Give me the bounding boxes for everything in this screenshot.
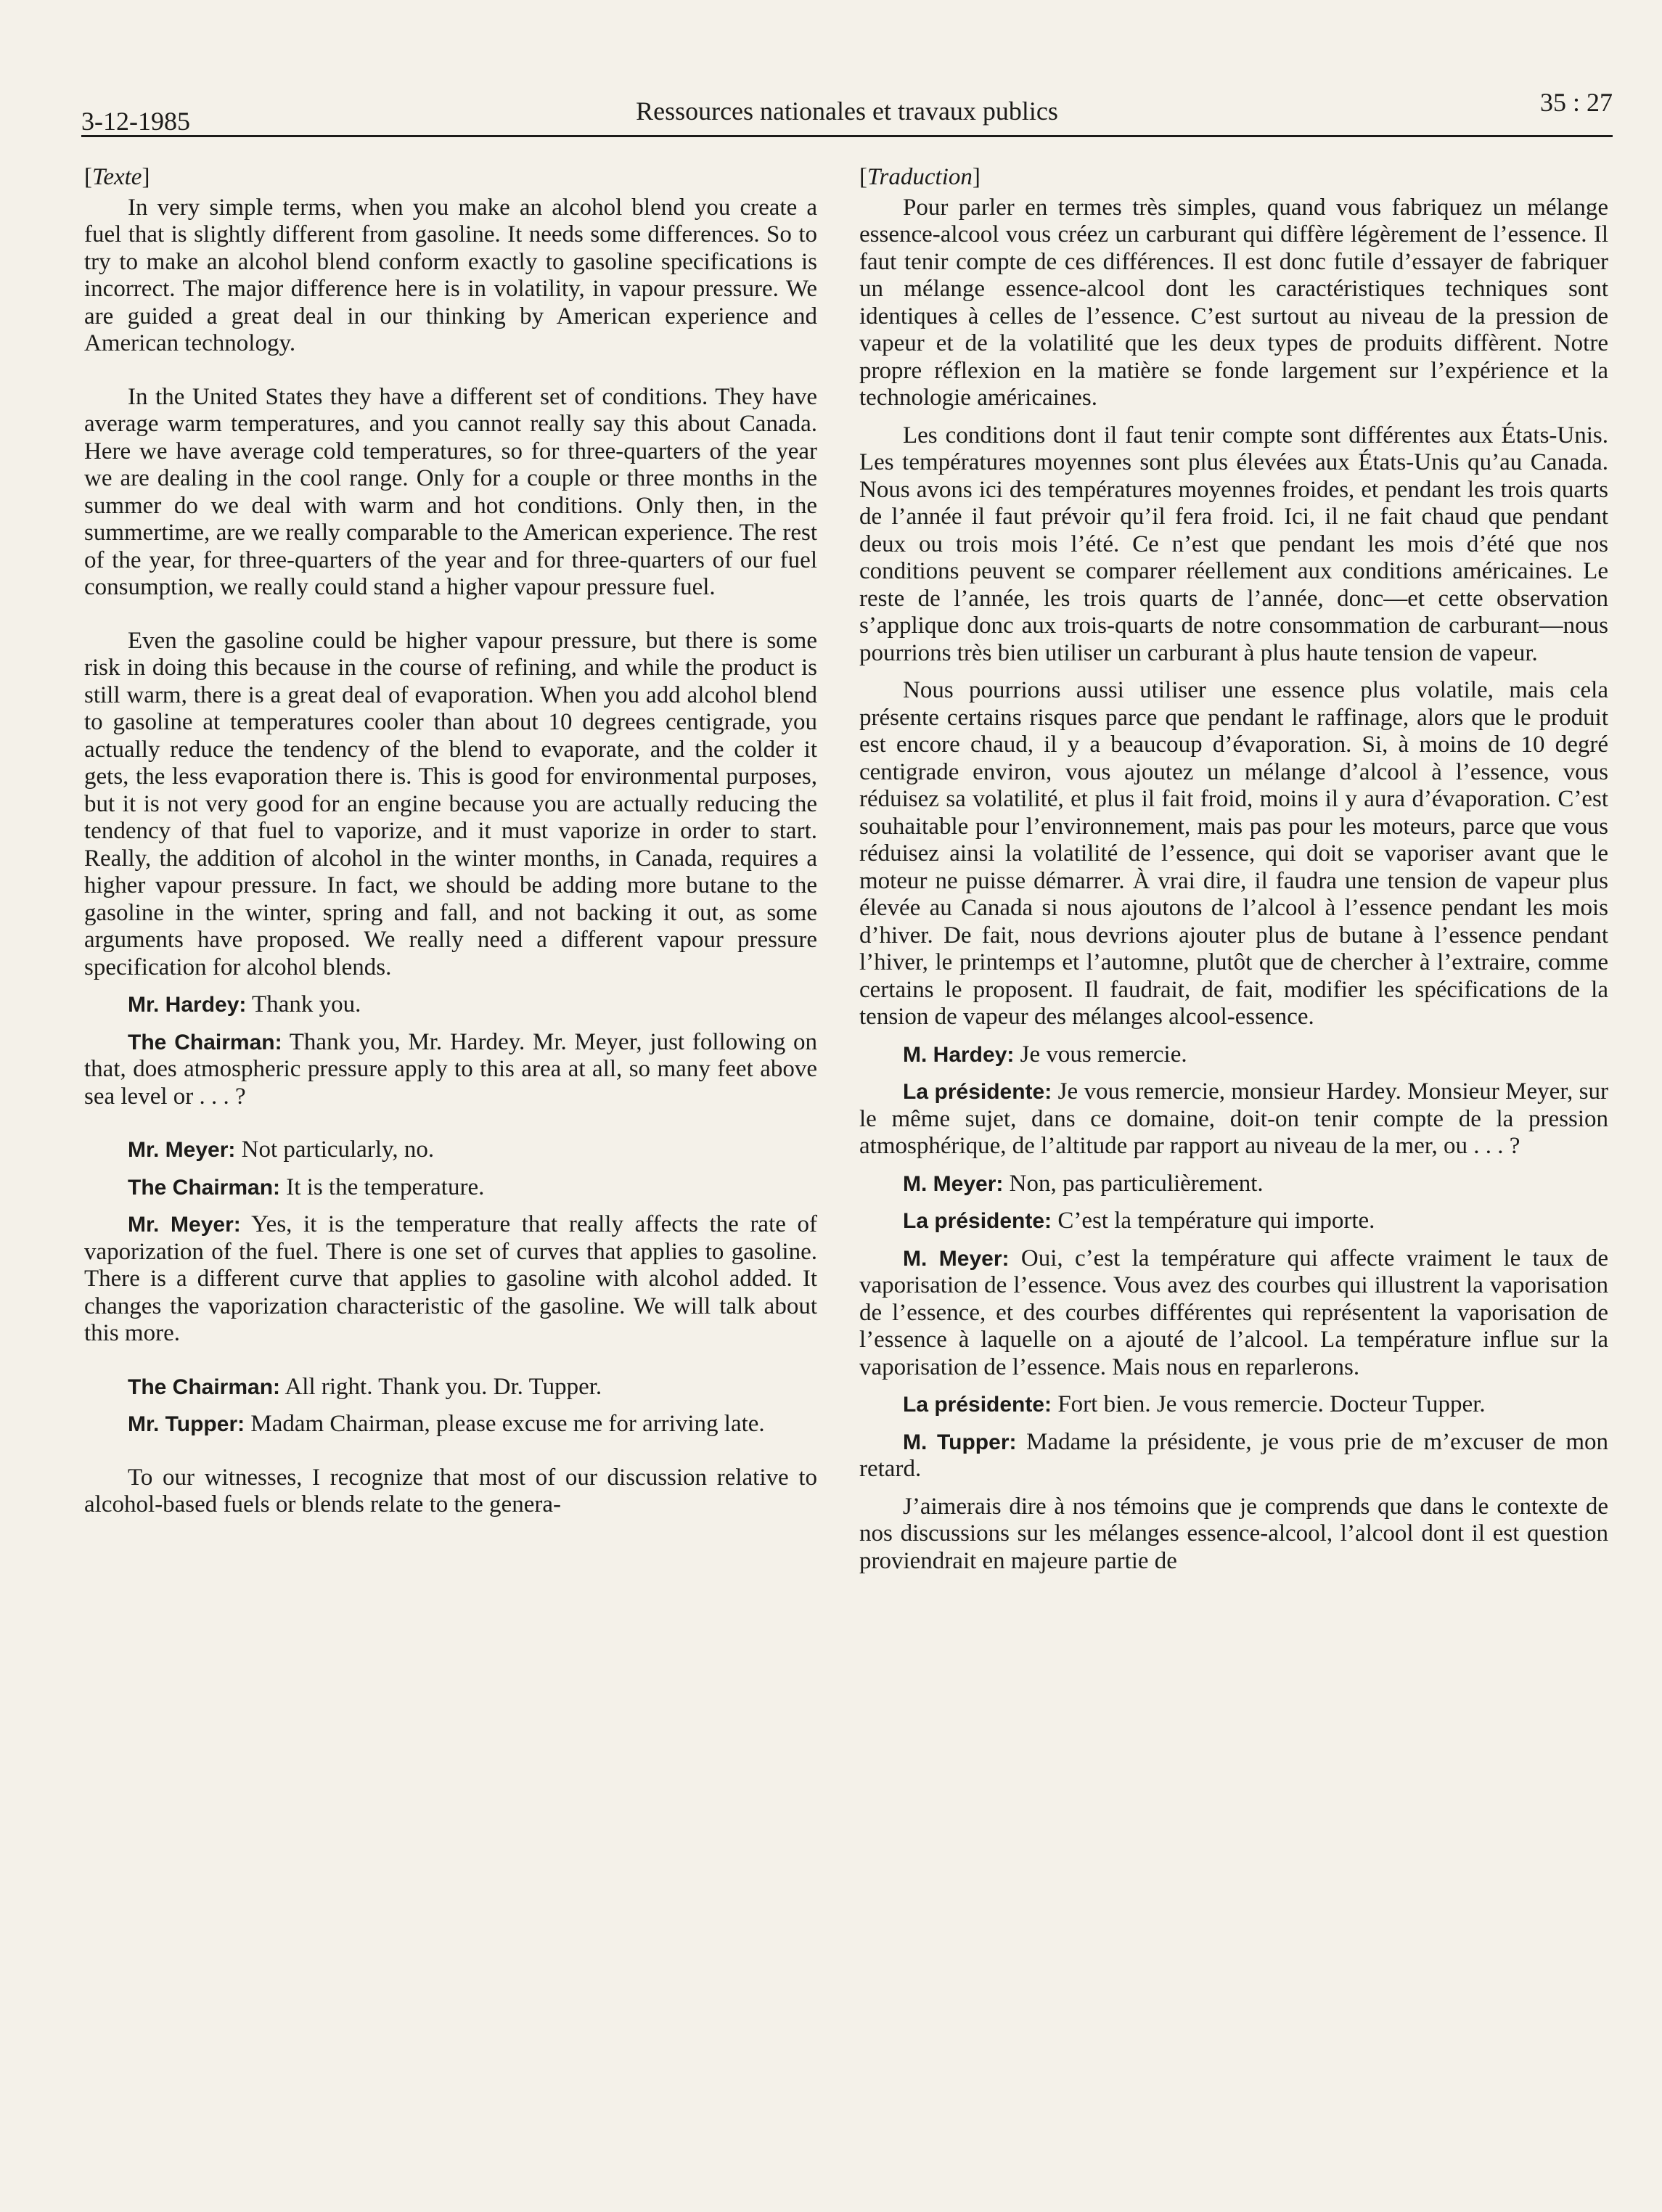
paragraph: In the United States they have a different set of conditions. They have average warm temperatures, and you cannot really say this about Canada. Here we have average cold temperatures, so for three-quarters of the year we are dealing in the cool range. Only for a couple or three months in the summer do we deal with warm and hot conditions. Only then, in the summertime, are we really comparable to the American experience. The rest of the year, for three-quarters of the year and for three-quarters of our fuel consumption, we really could stand a higher vapour pressure fuel. (84, 383, 817, 600)
speaker-name: The Chairman: (128, 1375, 281, 1399)
speech: Mr. Meyer: Not particularly, no. (128, 1136, 435, 1163)
speaker-name: M. Tupper: (903, 1430, 1017, 1454)
header-date: 3-12-1985 (81, 107, 190, 136)
language-label: [Texte] (84, 164, 150, 190)
speech: La présidente: C’est la température qui importe. (903, 1208, 1375, 1234)
page-header (81, 81, 1613, 139)
header-rule (81, 135, 1613, 137)
english-column (84, 164, 817, 1529)
speaker-name: The Chairman: (128, 1030, 282, 1054)
speech: La présidente: Je vous remercie, monsieur Hardey. Monsieur Meyer, sur le même sujet, dans ce domaine, doit-on tenir compte de la pression atmosphérique, de l’altitude par rapport au niveau de la mer, ou . . . ? (859, 1078, 1608, 1159)
speaker-name: M. Meyer: (903, 1171, 1004, 1196)
speaker-name: Mr. Tupper: (128, 1412, 245, 1436)
speaker-name: M. Hardey: (903, 1042, 1015, 1067)
speech: The Chairman: All right. Thank you. Dr. Tupper. (128, 1373, 602, 1400)
language-label: [Traduction] (859, 164, 981, 190)
speaker-name: La présidente: (903, 1209, 1052, 1233)
paragraph: Pour parler en termes très simples, quand vous fabriquez un mélange essence-alcool vous créez un carburant qui diffère légèrement de l’essence. Il faut tenir compte de ces différences. Il est donc futile d’essayer de fabriquer un mélange essence-alcool dont les caractéristiques techniques sont identiques à celles de l’essence. C’est surtout au niveau de la pression de vapeur et de la volatilité que les deux types de produits diffèrent. Notre propre réflexion en la matière se fonde largement sur l’expérience et la technologie américaines. (859, 194, 1608, 411)
speech: The Chairman: Thank you, Mr. Hardey. Mr. Meyer, just following on that, does atmospheric pressure apply to this area at all, so many feet above sea level or . . . ? (84, 1028, 817, 1110)
speaker-name: Mr. Hardey: (128, 993, 247, 1017)
french-column (859, 164, 1608, 1585)
speech: M. Meyer: Non, pas particulièrement. (903, 1170, 1264, 1197)
speaker-name: Mr. Meyer: (128, 1138, 236, 1162)
speech: Mr. Tupper: Madam Chairman, please excuse me for arriving late. (128, 1411, 765, 1437)
paragraph: Les conditions dont il faut tenir compte sont différentes aux États-Unis. Les températures moyennes sont plus élevées aux États-Unis qu’au Canada. Nous avons ici des températures moyennes froides, et pendant les trois quarts de l’année il faut prévoir qu’il fera froid. Ici, il ne fait chaud que pendant deux ou trois mois l’été. Ce n’est que pendant les mois d’été que nos conditions peuvent se comparer réellement aux conditions américaines. Le reste de l’année, les trois quarts de l’année, donc—et cette observation s’applique donc aux trois-quarts de notre consommation de carburant—nous pourrions très bien utiliser un carburant à plus haute tension de vapeur. (859, 422, 1608, 666)
speech: Mr. Meyer: Yes, it is the temperature that really affects the rate of vaporization of the fuel. There is one set of curves that applies to gasoline. There is a different curve that applies to gasoline with alcohol added. It changes the vaporization characteristic of the gasoline. We will talk about this more. (84, 1211, 817, 1346)
speaker-name: The Chairman: (128, 1175, 281, 1200)
header-title: Ressources nationales et travaux publics (636, 97, 1058, 126)
speech: M. Hardey: Je vous remercie. (903, 1041, 1187, 1068)
speech: M. Meyer: Oui, c’est la température qui affecte vraiment le taux de vaporisation de l’essence. Vous avez des courbes qui illustrent la vaporisation de l’essence, et des courbes différentes qui représentent la vaporisation de l’essence à laquelle on a ajouté de l’alcool. La température influe sur la vaporisation de l’essence. Mais nous en reparlerons. (859, 1245, 1608, 1380)
paragraph: In very simple terms, when you make an alcohol blend you create a fuel that is slightly different from gasoline. It needs some differences. So to try to make an alcohol blend conform exactly to gasoline specifications is incorrect. The major difference here is in volatility, in vapour pressure. We are guided a great deal in our thinking by American experience and American technology. (84, 194, 817, 356)
paragraph: To our witnesses, I recognize that most of our discussion relative to alcohol-based fuels or blends relate to the genera- (84, 1464, 817, 1517)
speech: The Chairman: It is the temperature. (128, 1173, 485, 1200)
speech: M. Tupper: Madame la présidente, je vous prie de m’excuser de mon retard. (859, 1428, 1609, 1482)
speaker-name: La présidente: (903, 1393, 1052, 1417)
header-page-number: 35 : 27 (1539, 88, 1613, 117)
speaker-name: Mr. Meyer: (128, 1213, 241, 1237)
paragraph: Nous pourrions aussi utiliser une essence plus volatile, mais cela présente certains risques parce que pendant le raffinage, alors que le produit est encore chaud, il y a beaucoup d’évaporation. Si, à moins de 10 degré centigrade environ, vous ajoutez un mélange d’alcool à l’essence, vous réduisez sa volatilité, et plus il fait froid, moins il y aura d’évaporation. C’est souhaitable pour l’environnement, mais pas pour les moteurs, parce que vous réduisez ainsi la volatilité de l’essence, qui doit se vaporiser avant que le moteur ne puisse démarrer. À vrai dire, il faudra une tension de vapeur plus élevée au Canada si nous ajoutons de l’alcool à l’essence pendant les mois d’hiver. De fait, nous devrions ajouter plus de butane à l’essence pendant l’hiver, le printemps et l’automne, plutôt que de chercher à l’extraire, comme certains le proposent. Il faudrait, de fait, modifier les spécifications de la tension de vapeur des mélanges alcool-essence. (859, 677, 1608, 1030)
speech: La présidente: Fort bien. Je vous remercie. Docteur Tupper. (903, 1391, 1486, 1417)
speech: Mr. Hardey: Thank you. (128, 991, 361, 1017)
paragraph: Even the gasoline could be higher vapour pressure, but there is some risk in doing this because in the course of refining, and while the product is still warm, there is a great deal of evaporation. When you add alcohol blend to gasoline at temperatures cooler than about 10 degrees centigrade, you actually reduce the tendency of the blend to evaporate, and the colder it gets, the less evaporation there is. This is good for environmental purposes, but it is not very good for an engine because you are actually reducing the tendency of that fuel to vaporize, and it must vaporize in order to start. Really, the addition of alcohol in the winter months, in Canada, requires a higher vapour pressure. In fact, we should be adding more butane to the gasoline in the winter, spring and fall, and not backing it out, as some arguments have proposed. We really need a different vapour pressure specification for alcohol blends. (84, 627, 817, 980)
speaker-name: La présidente: (903, 1080, 1052, 1104)
speaker-name: M. Meyer: (903, 1246, 1010, 1271)
paragraph: J’aimerais dire à nos témoins que je comprends que dans le contexte de nos discussions sur les mélanges essence-alcool, l’alcool dont il est question proviendrait en majeure partie de (859, 1493, 1608, 1574)
